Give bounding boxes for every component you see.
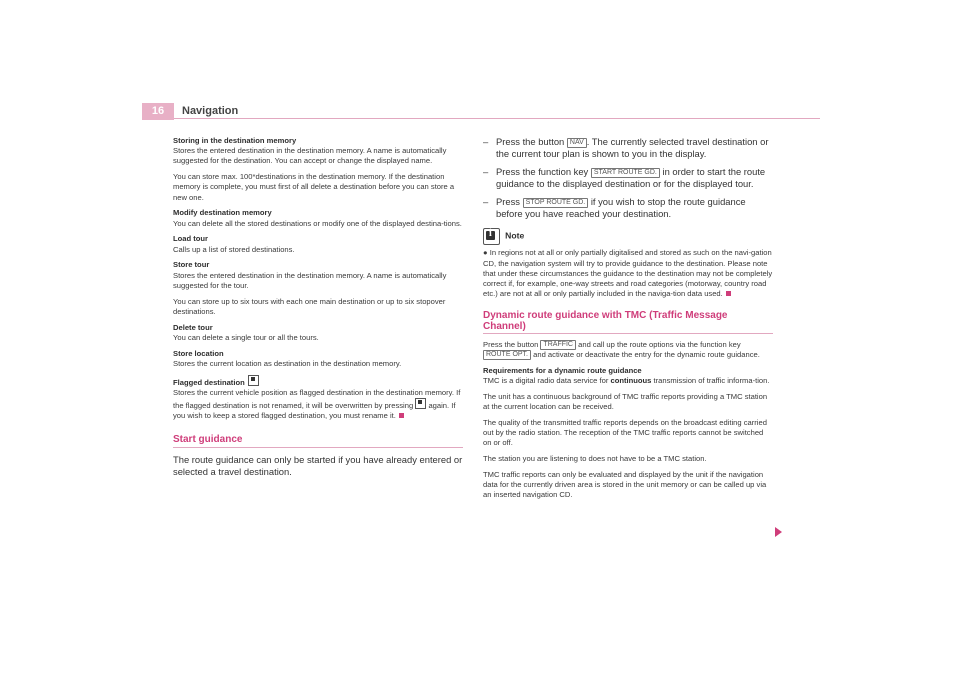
store-location-section <box>173 349 463 369</box>
tmc-intro-a: Press the button <box>483 339 539 349</box>
info-note-icon <box>483 228 500 245</box>
start-guidance-text: The route guidance can only be started if you have already entered or selected a travel destination. <box>173 453 463 478</box>
load-heading: Load tour <box>173 234 209 244</box>
flagged-text-b: again. If you wish to keep a stored flagged destination, you must rename it. <box>173 401 456 421</box>
requirements-heading: Requirements for a dynamic route guidance <box>483 365 642 375</box>
store-location-heading: Store location <box>173 348 224 358</box>
bullet-icon: ● <box>483 248 488 258</box>
section-end-marker <box>399 413 404 418</box>
flag-key-icon <box>415 398 426 409</box>
load-section <box>173 234 463 254</box>
step-3: – Press STOP ROUTE GD. if you wish to stop the route guidance before you have reached your destination. <box>483 195 746 220</box>
station-text: The station you are listening to does not have to be a TMC station. <box>483 454 707 464</box>
note-text-row <box>483 248 773 299</box>
store-tour-text: Stores the entered destination in the destination memory. A name is automatically suggested for the tour. <box>173 270 447 290</box>
flag-icon <box>248 375 259 386</box>
storing-text: Stores the entered destination in the destination memory. A name is automatically suggested for the destination. You can accept or change the displayed name. <box>173 146 447 166</box>
requirements-text-b: transmission of traffic informa-tion. <box>653 376 770 386</box>
load-text: Calls up a list of stored destinations. <box>173 244 295 254</box>
store-tour-heading: Store tour <box>173 260 210 270</box>
delete-text: You can delete a single tour or all the tours. <box>173 332 319 342</box>
step-2: – Press the function key START ROUTE GD. in order to start the route guidance to the displayed destination or for the displayed tour. <box>483 165 766 190</box>
tmc-intro <box>483 340 773 360</box>
delete-section <box>173 323 463 343</box>
modify-heading: Modify destination memory <box>173 208 272 218</box>
flagged-text-a: Stores the current vehicle position as flagged destination in the destination memory. If the flagged destination is not renamed, it will be overwritten by pressing <box>173 387 461 411</box>
traffic-key: TRAFFIC <box>540 340 576 350</box>
page-number-text: 16 <box>151 105 165 117</box>
step-2-text-b: in order to start the route guidance to the displayed destination or for the displayed tour. <box>496 165 766 190</box>
step-1: – Press the button NAV . The currently selected travel destination or the current tour plan is shown to you in the display. <box>483 136 769 160</box>
tmc-heading: Dynamic route guidance with TMC (Traffic Message Channel) <box>483 311 773 333</box>
stop-route-key: STOP ROUTE GD. <box>523 198 589 208</box>
requirements-text-a: TMC is a digital radio data service for <box>483 376 609 386</box>
header-divider <box>174 118 820 119</box>
note-heading-row <box>483 228 773 245</box>
tmc-intro-b: and call up the route options via the function key <box>578 339 741 349</box>
step-2-text-a: Press the function key <box>496 165 589 177</box>
requirements-section <box>483 366 773 386</box>
store-location-text: Stores the current location as destination in the destination memory. <box>173 358 402 368</box>
page-number <box>142 103 174 120</box>
store-tour-text-2: You can store up to six tours with each one main destination or up to six stopover destinations. <box>173 296 446 316</box>
next-page-arrow-icon <box>775 527 782 537</box>
step-1-text-a: Press the button <box>496 136 565 147</box>
modify-section <box>173 208 463 228</box>
tmc-intro-c: and activate or deactivate the entry for the dynamic route guidance. <box>533 350 760 360</box>
quality-text: The quality of the transmitted traffic reports depends on the broadcast editing carried out by the radio station. The reception of the TMC traffic reports cannot be switched on or off. <box>483 417 767 448</box>
storing-section <box>173 136 463 167</box>
nav-key: NAV <box>567 138 587 148</box>
right-column <box>483 136 773 506</box>
storing-text-2: You can store max. 100*destinations in the destination memory. If the destination memory is complete, you must first of all delete a destination before you can store a new one. <box>173 172 455 202</box>
delete-heading: Delete tour <box>173 322 213 332</box>
store-tour-section <box>173 260 463 291</box>
step-3-text-a: Press <box>496 195 520 207</box>
step-1-text-b: . The currently selected travel destination or the current tour plan is shown to you in the display. <box>496 136 769 160</box>
requirements-bold: continuous <box>610 376 652 386</box>
section-end-marker <box>726 291 731 296</box>
modify-text: You can delete all the stored destinations or modify one of the displayed destina-tions. <box>173 218 462 228</box>
page-title: Navigation <box>182 105 239 117</box>
left-column <box>173 136 463 478</box>
start-guidance-heading: Start guidance <box>173 435 463 447</box>
storing-heading: Storing in the destination memory <box>173 136 297 145</box>
step-3-text-b: if you wish to stop the route guidance before you have reached your destination. <box>496 195 746 220</box>
flagged-heading: Flagged destination <box>173 377 245 387</box>
start-route-key: START ROUTE GD. <box>591 168 660 178</box>
note-heading: Note <box>505 230 525 241</box>
evaluation-text: TMC traffic reports can only be evaluated and displayed by the unit if the navigation data for the currently driven area is stored in the unit memory or can be called up via an inserted navigation CD. <box>483 469 767 500</box>
unit-text: The unit has a continuous background of TMC traffic reports providing a TMC station at the current location can be received. <box>483 391 768 412</box>
note-text: In regions not at all or only partially digitalised and stored as such on the navi-gation CD, the navigation system will try to provide guidance to the destination. Please note that under these circumstances the guidance to the destination may not be completely correct if, for example, one-way streets and road categories (motorway, country road etc.) are not at all or only partially included in the naviga-tion data used. <box>483 248 773 299</box>
route-opt-key: ROUTE OPT. <box>483 350 531 360</box>
flagged-section <box>173 375 463 422</box>
